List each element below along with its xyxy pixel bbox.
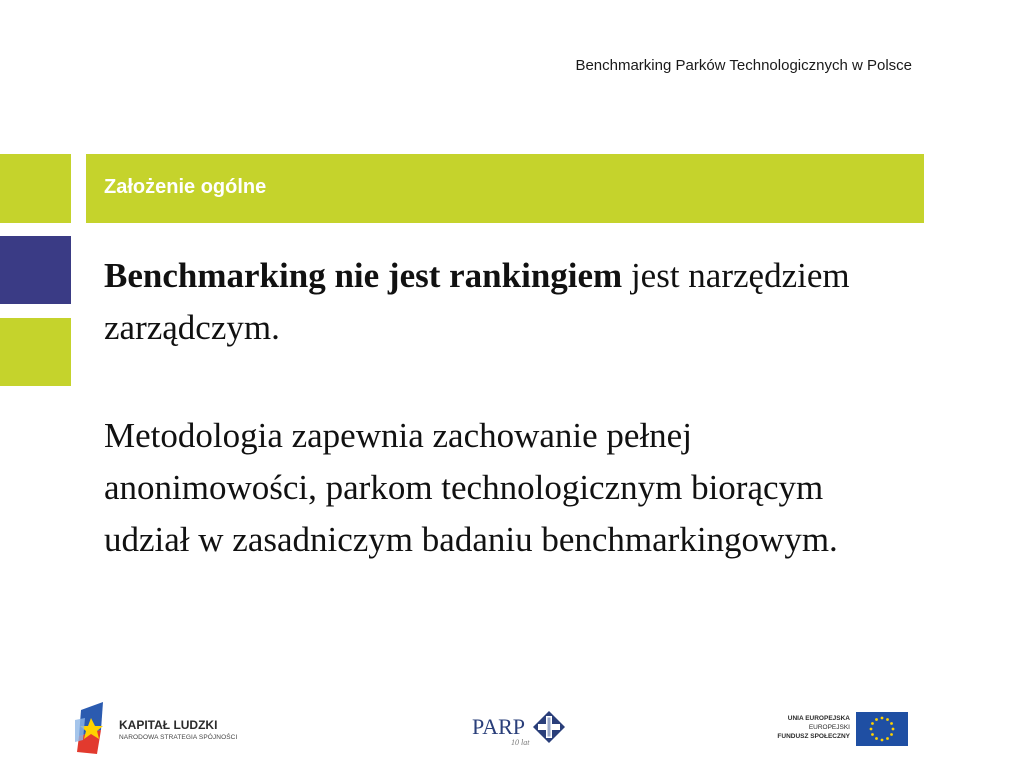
kapital-ludzki-subtitle: NARODOWA STRATEGIA SPÓJNOŚCI: [119, 734, 238, 741]
eu-star-icon: [870, 728, 873, 731]
parp-diamond-icon: [532, 710, 566, 744]
side-accent-block-top: [0, 154, 71, 223]
parp-subtitle: 10 lat: [511, 738, 530, 747]
eu-star-icon: [886, 737, 889, 740]
eu-star-icon: [881, 739, 884, 742]
side-accent-block-middle: [0, 236, 71, 304]
kapital-ludzki-emblem-icon: [75, 700, 115, 756]
body-paragraph-2: Metodologia zapewnia zachowanie pełnej anonimowości, parkom technologicznym biorącym udział w zasadniczym badaniu benchmarkingowym.: [104, 416, 838, 559]
presentation-header-title: Benchmarking Parków Technologicznych w Polsce: [575, 57, 912, 74]
slide-title: Założenie ogólne: [104, 176, 267, 198]
body-paragraph-1-rest: jest narzędziem zarządczym.: [104, 256, 850, 347]
eu-flag-icon: [856, 712, 908, 746]
eu-social-fund-logo: [777, 706, 910, 750]
eu-star-icon: [890, 722, 893, 725]
eu-logo-text: [777, 714, 850, 741]
eu-logo-line-1: UNIA EUROPEJSKA: [787, 715, 850, 722]
eu-star-icon: [871, 722, 874, 725]
eu-star-icon: [892, 728, 895, 731]
side-accent-block-bottom: [0, 318, 71, 386]
body-paragraph-1: [104, 250, 904, 354]
parp-name: PARP: [472, 714, 526, 739]
kapital-ludzki-name: KAPITAŁ LUDZKI: [119, 718, 218, 732]
body-paragraph-1-bold: Benchmarking nie jest rankingiem: [104, 256, 623, 295]
eu-star-icon: [890, 733, 893, 736]
kapital-ludzki-logo: [75, 700, 255, 756]
slide-title-bar: [86, 154, 924, 223]
parp-logo: [470, 708, 570, 748]
eu-star-icon: [886, 718, 889, 721]
eu-logo-line-3: FUNDUSZ SPOŁECZNY: [777, 733, 850, 740]
eu-star-icon: [881, 717, 884, 720]
eu-star-icon: [875, 737, 878, 740]
eu-star-icon: [871, 733, 874, 736]
slide-body: [104, 250, 904, 566]
eu-logo-line-2: EUROPEJSKI: [808, 724, 850, 731]
eu-star-icon: [875, 718, 878, 721]
